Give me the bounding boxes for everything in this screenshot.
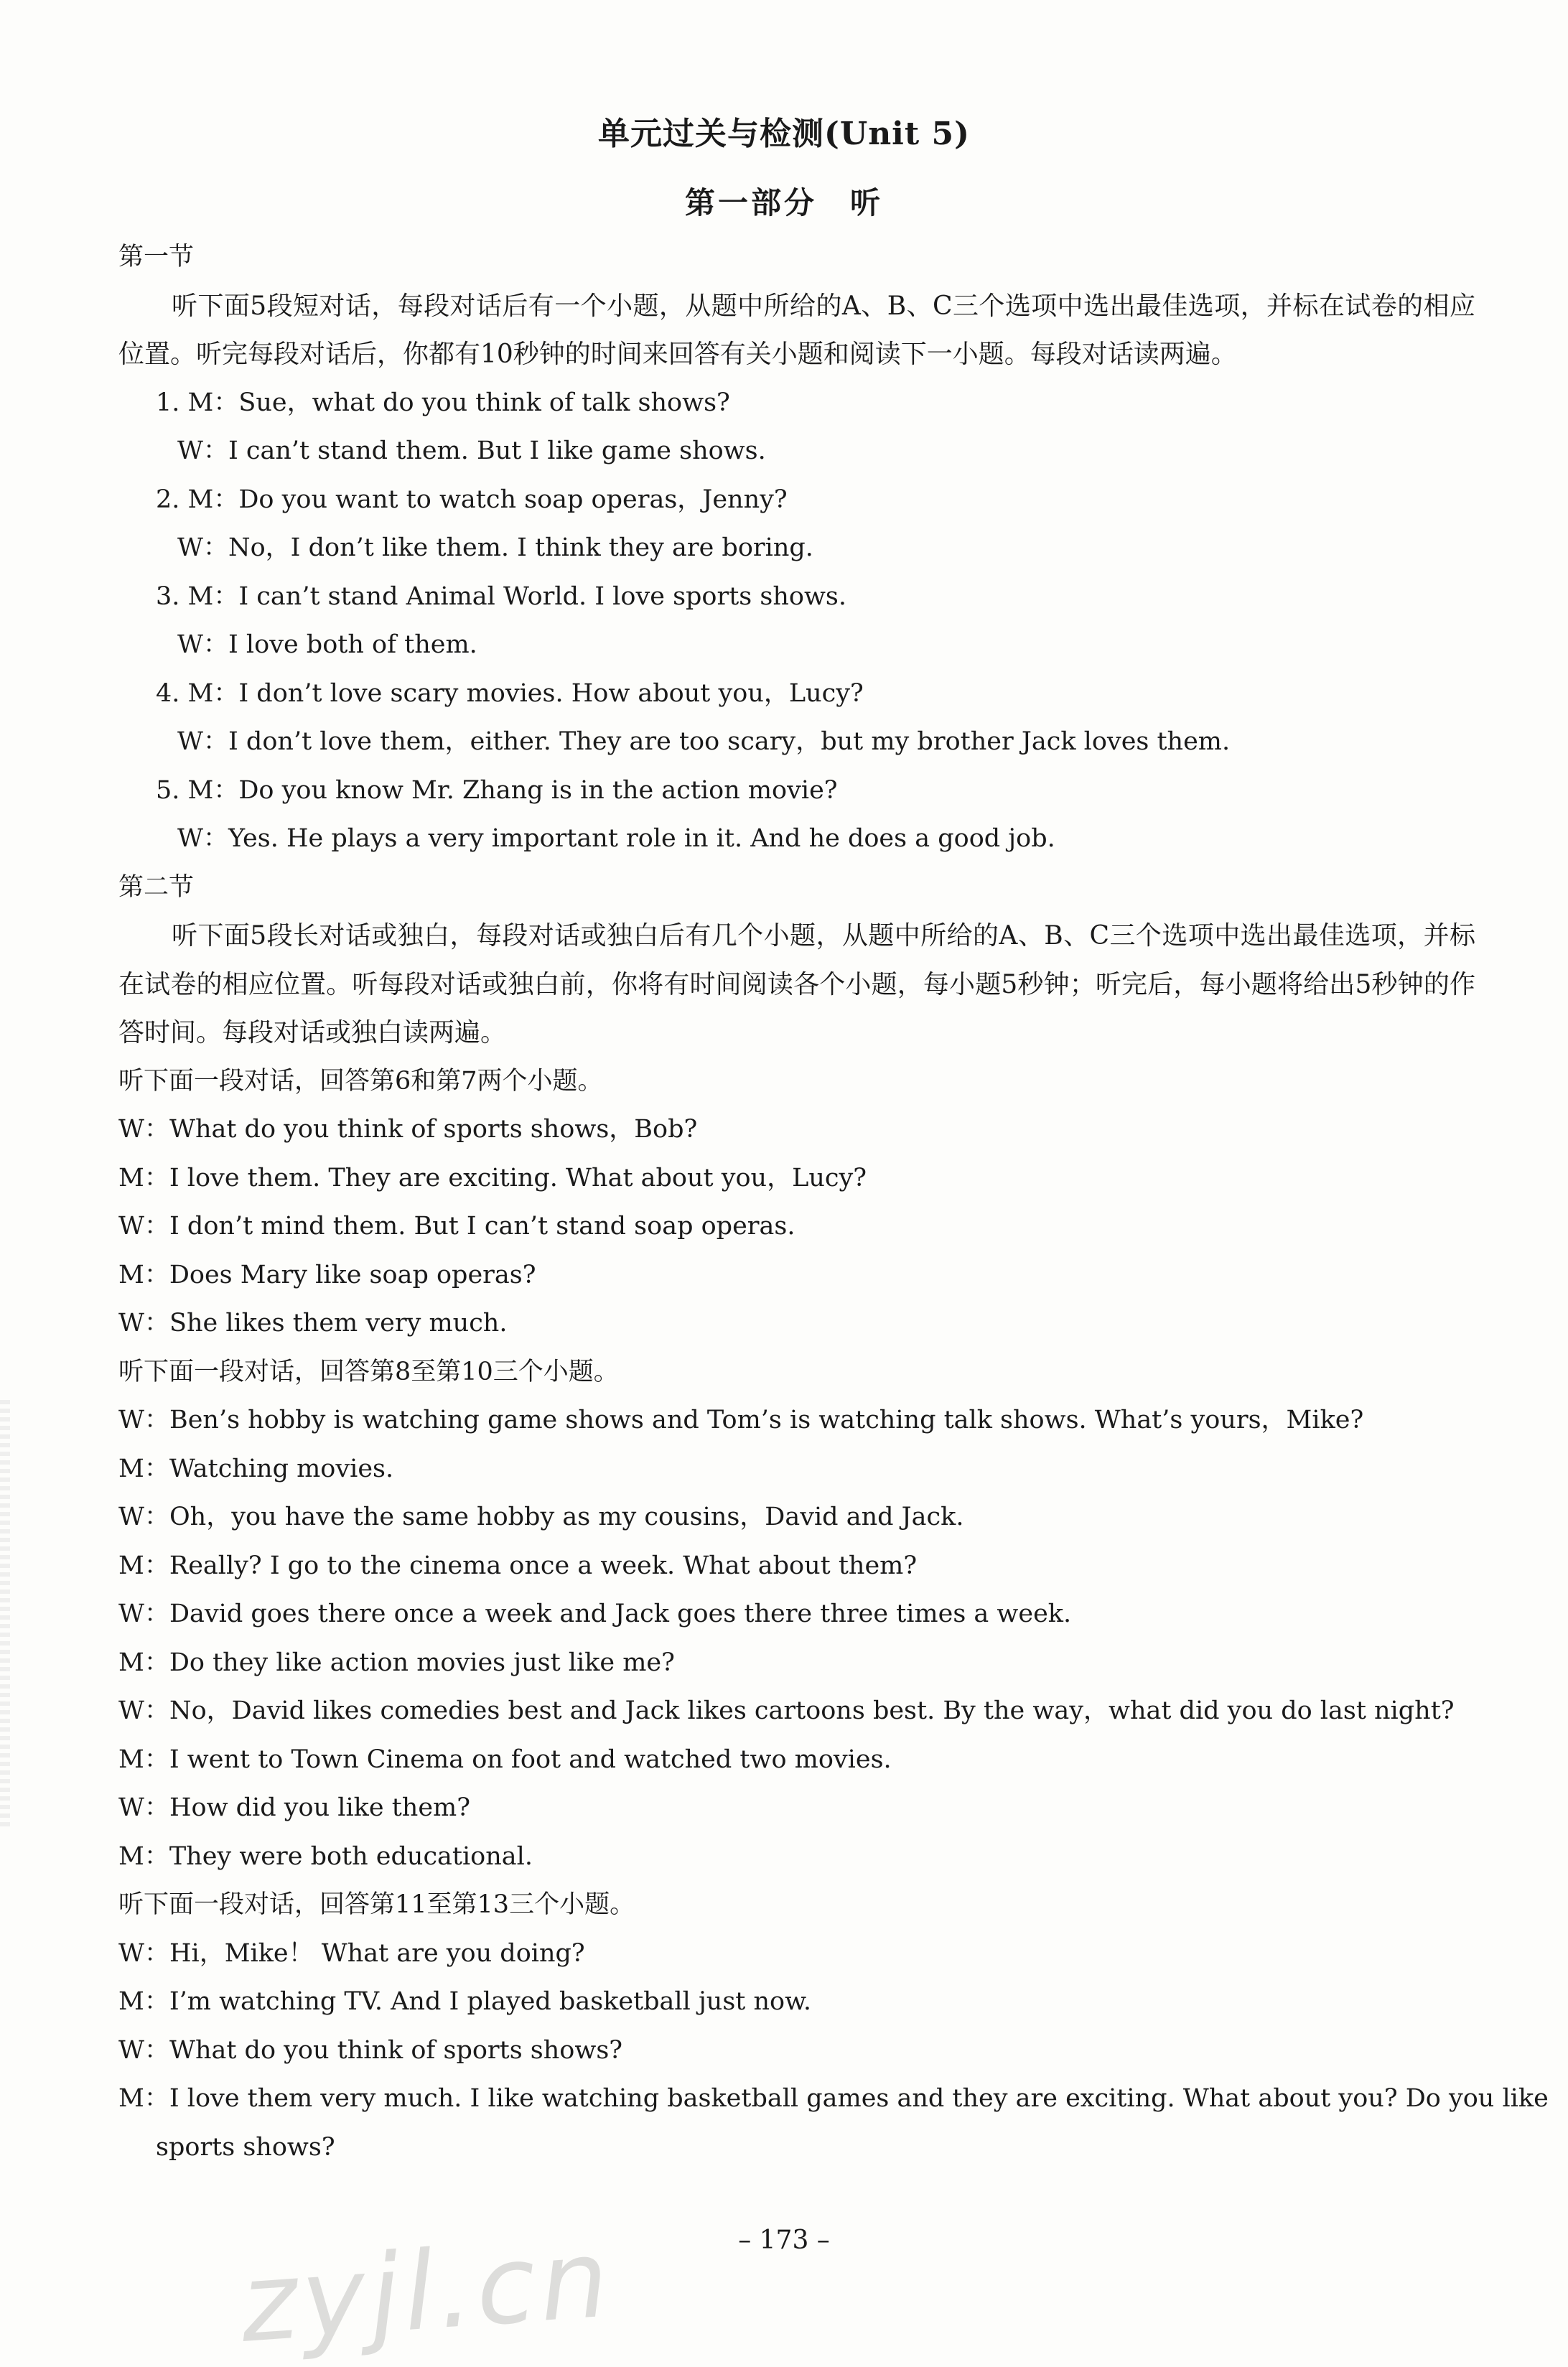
group2-line: W：Ben’s hobby is watching game shows and Tom’s is watching talk shows. What’s yours，Mike? (118, 1406, 1364, 1434)
dialogue-5-man: 5. M：Do you know Mr. Zhang is in the action movie? (156, 775, 838, 805)
group3-line: M：I’m watching TV. And I played basketball just now. (118, 1987, 812, 2016)
group1-intro: 听下面一段对话，回答第6和第7两个小题。 (118, 1066, 603, 1096)
group1-line: W：I don’t mind them. But I can’t stand soap operas. (118, 1212, 795, 1241)
section1-instructions: 听下面5段短对话，每段对话后有一个小题，从题中所给的A、B、C三个选项中选出最佳选项，并标在试卷的相应位置。听完每段对话后，你都有10秒钟的时间来回答有关小题和阅读下一小题。每段对话读两遍。 (118, 291, 1475, 369)
group2-line: W：No，David likes comedies best and Jack likes cartoons best. By the way，what did you do last night? (118, 1696, 1455, 1725)
dialogue-3-man: 3. M：I can’t stand Animal World. I love sports shows. (156, 582, 847, 611)
dialogue-3-woman: W：I love both of them. (177, 630, 477, 659)
group3-line: W：What do you think of sports shows? (118, 2035, 623, 2065)
group2-line: W：David goes there once a week and Jack goes there three times a week. (118, 1600, 1072, 1628)
group1-line: M：Does Mary like soap operas? (118, 1260, 536, 1289)
group2-line: M：Watching movies. (118, 1454, 394, 1483)
dialogue-5-woman: W：Yes. He plays a very important role in it. And he does a good job. (177, 824, 1055, 853)
dialogue-2-woman: W：No，I don’t like them. I think they are boring. (177, 533, 813, 562)
dialogue-4-man: 4. M：I don’t love scary movies. How about you，Lucy? (156, 678, 864, 708)
section2-instructions: 听下面5段长对话或独白，每段对话或独白后有几个小题，从题中所给的A、B、C三个选项中选出最佳选项，并标在试卷的相应位置。听每段对话或独白前，你将有时间阅读各个小题，每小题5秒钟；听完后，每小题将给出5秒钟的作答时间。每段对话或独白读两遍。 (118, 921, 1475, 1047)
group2-line: M：I went to Town Cinema on foot and watched two movies. (118, 1745, 892, 1774)
page-number: – 173 – (738, 2226, 830, 2255)
group2-line: W：How did you like them? (118, 1793, 471, 1822)
part-title: 第一部分 听 (684, 185, 883, 220)
section1-heading: 第一节 (118, 243, 195, 271)
dialogue-1-woman: W：I can’t stand them. But I like game shows. (177, 436, 766, 465)
page-title: 单元过关与检测(Unit 5) (598, 116, 970, 152)
group1-line: W：What do you think of sports shows，Bob? (118, 1115, 698, 1144)
group1-line: W：She likes them very much. (118, 1309, 508, 1337)
group2-line: W：Oh，you have the same hobby as my cousins，David and Jack. (118, 1503, 964, 1531)
binding-edge (0, 1400, 10, 1831)
section2-heading: 第二节 (118, 872, 195, 902)
group2-line: M：They were both educational. (118, 1841, 533, 1871)
group2-line: M：Really? I go to the cinema once a week. What about them? (118, 1551, 918, 1580)
group3-line: M：I love them very much. I like watching basketball games and they are exciting. What about you? Do you like (118, 2084, 1549, 2113)
dialogue-1-man: 1. M：Sue，what do you think of talk shows? (156, 388, 730, 417)
dialogue-2-man: 2. M：Do you want to watch soap operas，Jenny? (156, 485, 788, 514)
group3-line-continued: sports shows? (156, 2132, 335, 2162)
group3-line: W：Hi，Mike！ What are you doing? (118, 1938, 585, 1968)
group3-intro: 听下面一段对话，回答第11至第13三个小题。 (118, 1890, 635, 1919)
document-body (118, 233, 1549, 2172)
group2-line: M：Do they like action movies just like me? (118, 1648, 675, 1677)
group1-line: M：I love them. They are exciting. What about you，Lucy? (118, 1163, 867, 1192)
dialogue-4-woman: W：I don’t love them，either. They are too scary，but my brother Jack loves them. (177, 727, 1231, 756)
group2-intro: 听下面一段对话，回答第8至第10三个小题。 (118, 1357, 619, 1386)
watermark-logo: zyjl.cn (236, 2216, 617, 2367)
